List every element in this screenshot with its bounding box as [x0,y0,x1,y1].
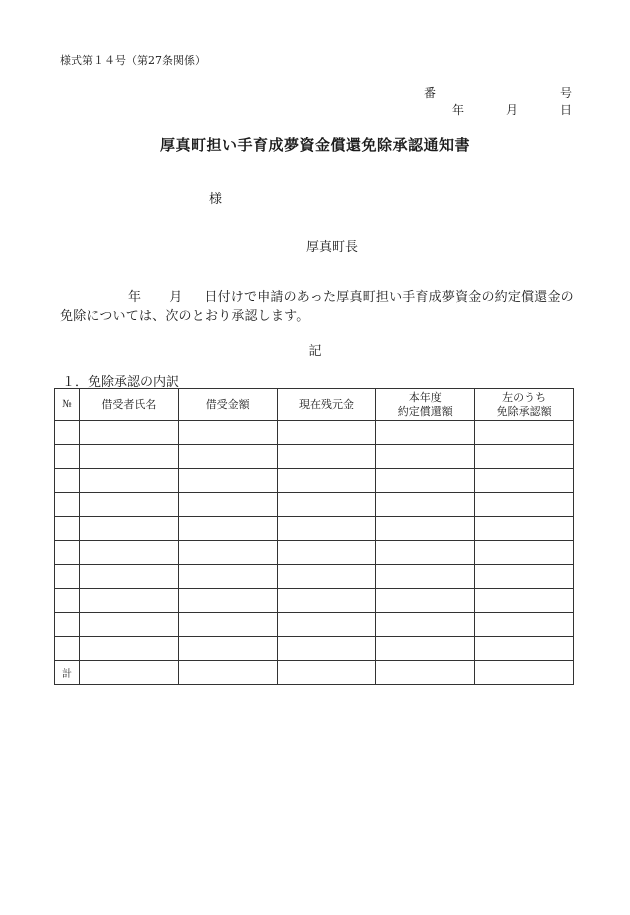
cell [277,661,376,685]
sender: 厚真町長 [306,240,359,255]
cell [277,445,376,469]
cell [376,589,475,613]
header-current-principal: 現在残元金 [277,389,376,421]
cell [80,469,179,493]
cell [55,565,80,589]
table-row [55,469,574,493]
form-number: 様式第１４号（第27条関係） [60,54,206,67]
table-row [55,517,574,541]
cell [178,541,277,565]
document-number-ban: 番 [424,86,437,100]
cell [475,445,574,469]
cell [475,613,574,637]
cell [475,661,574,685]
cell [277,517,376,541]
cell [376,517,475,541]
date-year: 年 [452,103,465,117]
cell [376,445,475,469]
date-day: 日 [560,103,573,117]
cell [55,493,80,517]
document-number-go: 号 [560,86,573,100]
cell [376,421,475,445]
cell [55,541,80,565]
body-text [60,288,580,326]
cell [277,637,376,661]
cell [376,493,475,517]
cell [55,421,80,445]
table-row [55,589,574,613]
header-no: № [55,389,80,421]
cell [80,493,179,517]
ki-label: 記 [308,344,322,359]
cell [376,661,475,685]
cell [80,565,179,589]
table-row [55,421,574,445]
header-loan-amount: 借受金額 [178,389,277,421]
cell [277,565,376,589]
table-total-row [55,661,574,685]
cell [376,637,475,661]
cell [277,469,376,493]
cell [178,589,277,613]
table-row [55,445,574,469]
cell [178,445,277,469]
cell [475,517,574,541]
cell [277,589,376,613]
body-year: 年 [128,290,142,305]
section-title: １．免除承認の内訳 [62,375,180,390]
cell [80,517,179,541]
document-title: 厚真町担い手育成夢資金償還免除承認通知書 [159,136,470,154]
cell [376,541,475,565]
cell [475,637,574,661]
body-month: 月 [169,290,183,305]
cell [475,493,574,517]
table-row [55,541,574,565]
total-label: 計 [55,661,80,685]
cell [178,565,277,589]
cell [80,661,179,685]
cell [80,445,179,469]
cell [80,589,179,613]
breakdown-table [54,388,574,685]
cell [376,613,475,637]
cell [55,613,80,637]
header-exemption-amount: 左のうち 免除承認額 [475,389,574,421]
cell [475,541,574,565]
cell [80,637,179,661]
cell [178,493,277,517]
cell [55,517,80,541]
cell [178,421,277,445]
cell [178,469,277,493]
cell [277,493,376,517]
cell [277,541,376,565]
table-row [55,637,574,661]
cell [178,517,277,541]
header-borrower-name: 借受者氏名 [80,389,179,421]
cell [55,445,80,469]
cell [475,565,574,589]
cell [55,637,80,661]
table-row [55,613,574,637]
cell [376,565,475,589]
date-month: 月 [506,103,519,117]
cell [80,541,179,565]
cell [178,661,277,685]
cell [178,613,277,637]
addressee: 様 [209,192,223,207]
cell [475,421,574,445]
cell [80,421,179,445]
header-repayment-this-year: 本年度 約定償還額 [376,389,475,421]
body-main-text: 日付けで申請のあった厚真町担い手育成夢資金の約定償還金の免除については、次のとおり承認します。 [60,290,574,324]
cell [178,637,277,661]
cell [277,421,376,445]
cell [277,613,376,637]
table-header-row [55,389,574,421]
cell [55,469,80,493]
table-row [55,493,574,517]
table-row [55,565,574,589]
cell [55,589,80,613]
cell [80,613,179,637]
cell [376,469,475,493]
cell [475,589,574,613]
cell [475,469,574,493]
